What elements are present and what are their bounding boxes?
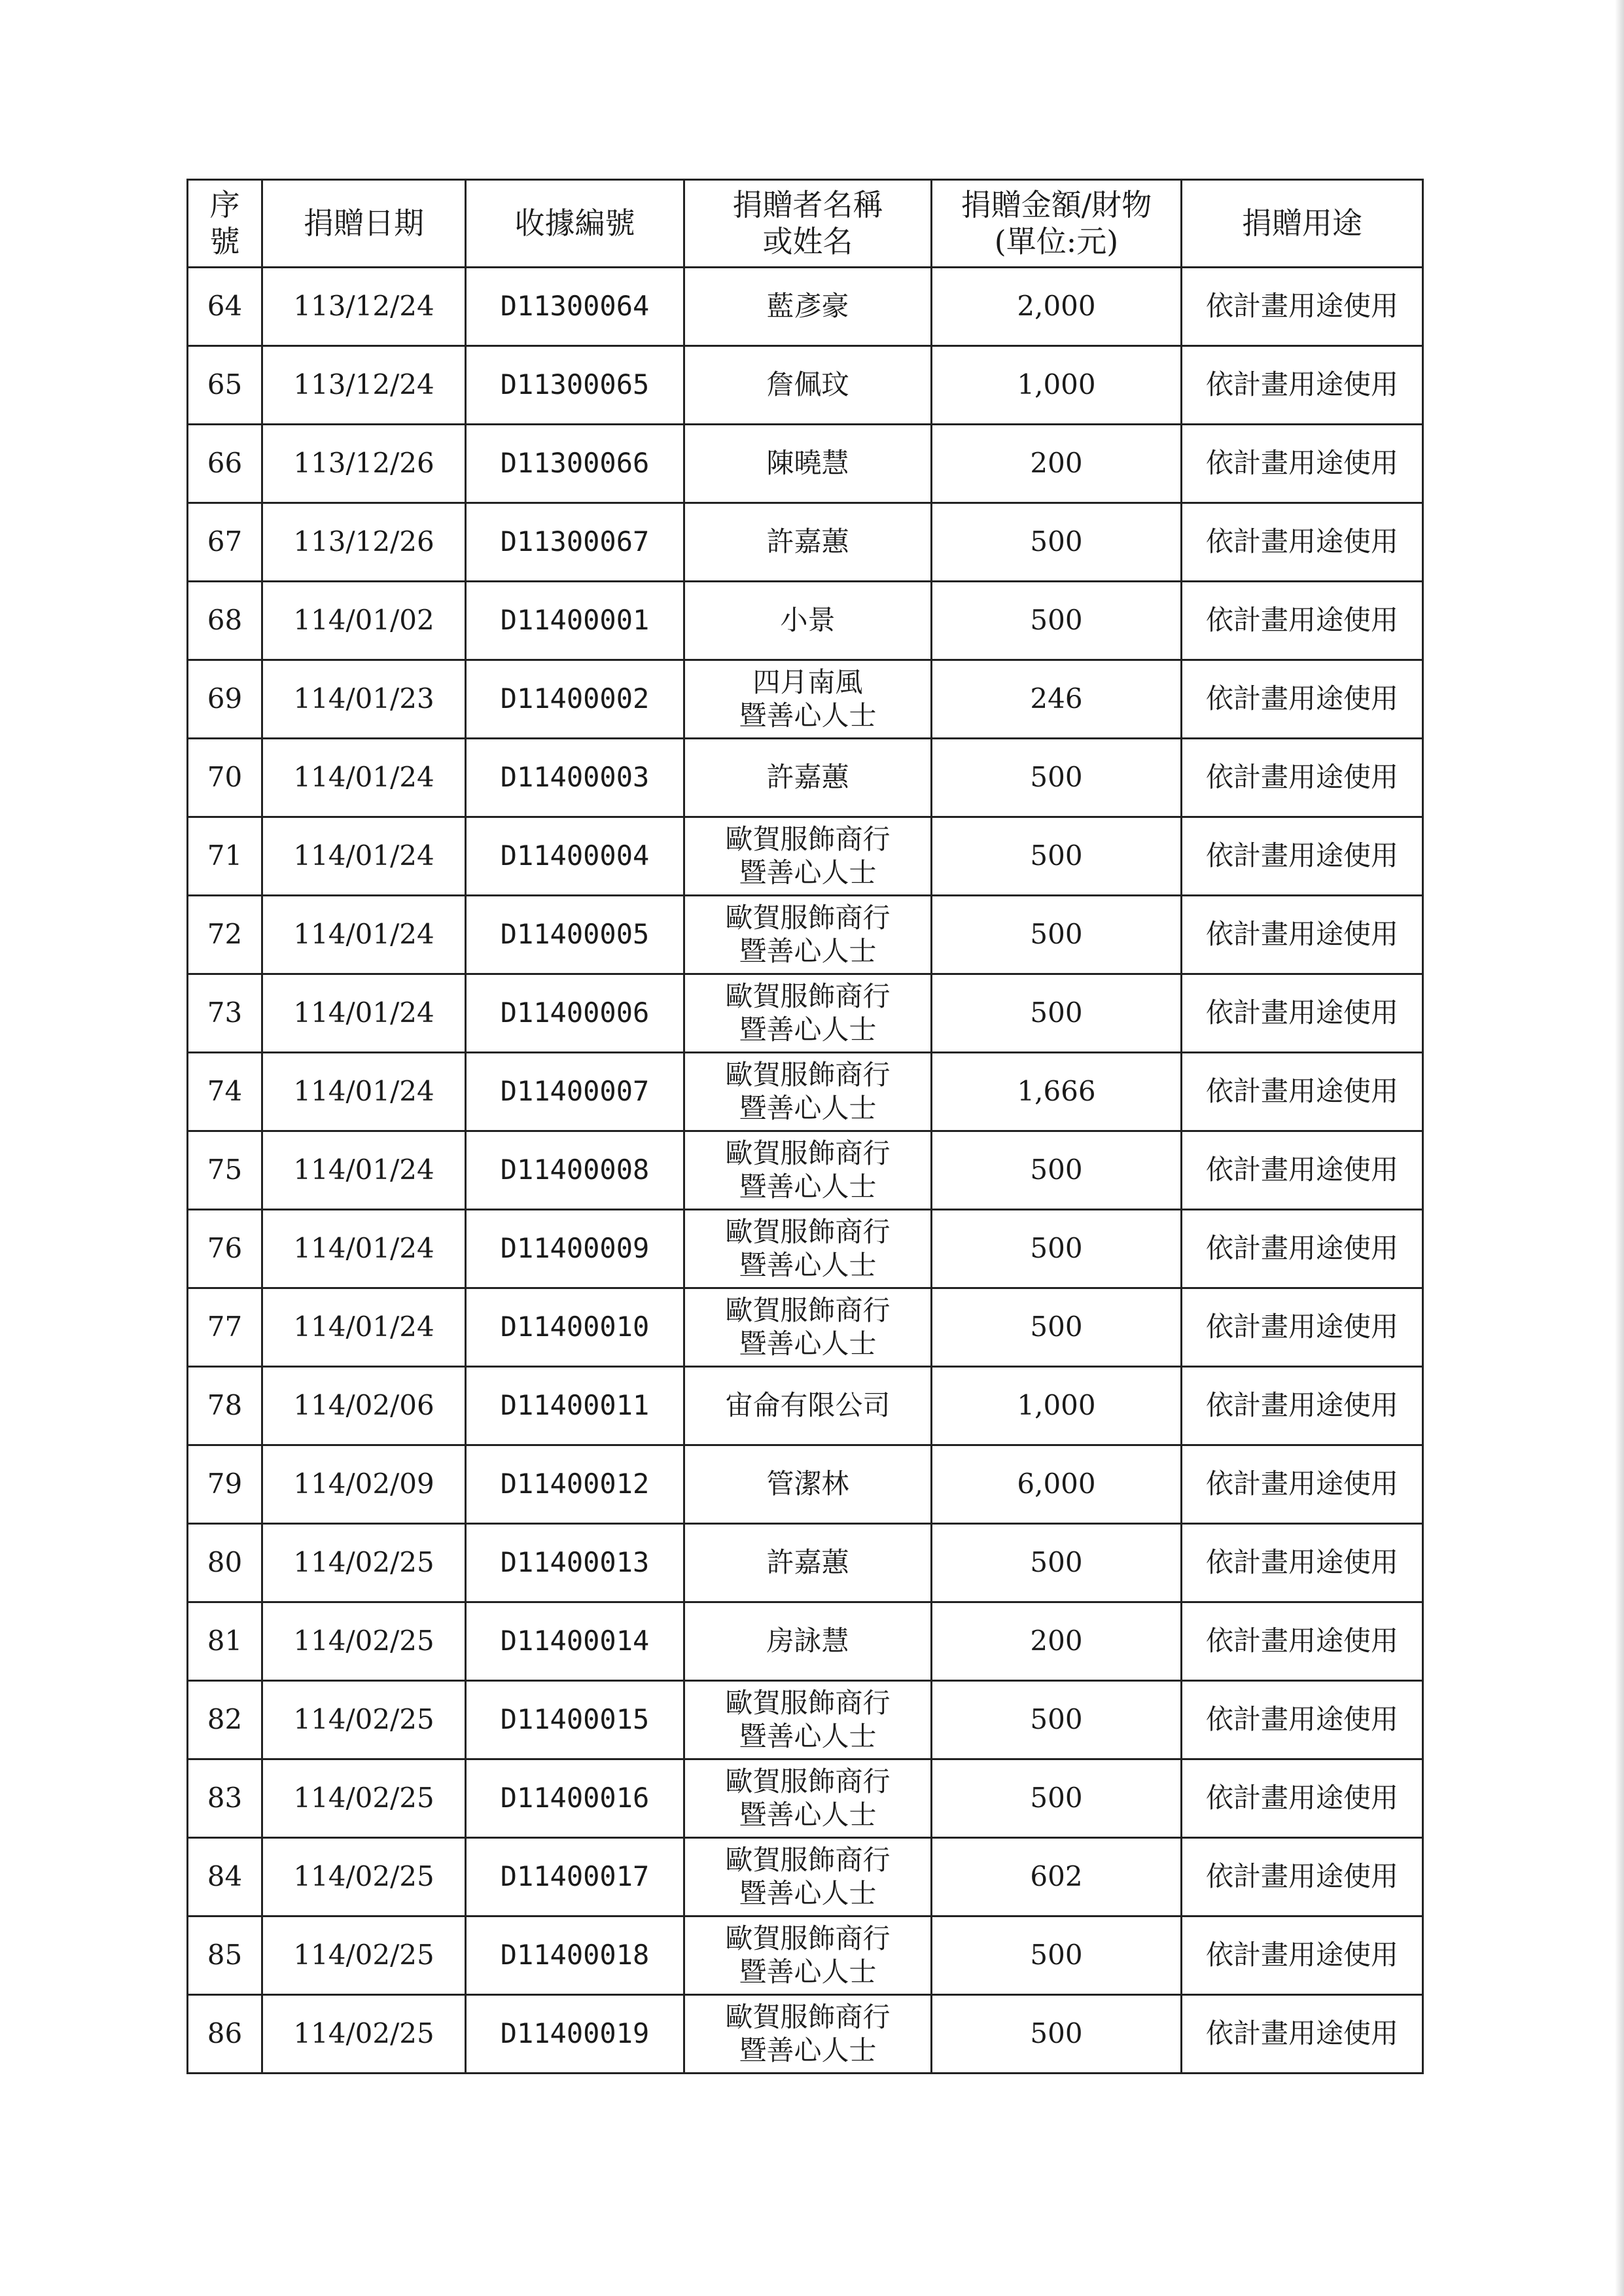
header-amount (932, 180, 1182, 268)
cell-receipt: D11400005 (466, 896, 684, 974)
cell-seq: 71 (188, 817, 262, 896)
cell-seq: 81 (188, 1602, 262, 1681)
donor-name-line: 陳曉慧 (766, 447, 849, 480)
donor-name-line: 詹佩玟 (766, 368, 849, 401)
cell-donor (684, 1602, 932, 1681)
table-row (188, 1288, 1423, 1367)
cell-amount: 500 (932, 739, 1182, 817)
cell-amount: 200 (932, 1602, 1182, 1681)
donor-name-line: 暨善心人士 (739, 1877, 877, 1909)
donor-name-line: 歐賀服飾商行 (725, 2001, 891, 2034)
cell-usage: 依計畫用途使用 (1182, 503, 1423, 582)
table-row (188, 1759, 1423, 1838)
table-row (188, 1602, 1423, 1681)
cell-usage: 依計畫用途使用 (1182, 1681, 1423, 1759)
donor-name-line: 暨善心人士 (739, 699, 877, 732)
cell-receipt: D11400009 (466, 1210, 684, 1288)
table-row (188, 1681, 1423, 1759)
cell-receipt: D11400011 (466, 1367, 684, 1445)
cell-seq: 77 (188, 1288, 262, 1367)
cell-receipt: D11400017 (466, 1838, 684, 1916)
cell-amount: 500 (932, 1916, 1182, 1995)
cell-usage: 依計畫用途使用 (1182, 974, 1423, 1053)
cell-usage: 依計畫用途使用 (1182, 1131, 1423, 1210)
cell-usage: 依計畫用途使用 (1182, 425, 1423, 503)
table-row (188, 582, 1423, 660)
cell-donor (684, 1681, 932, 1759)
cell-amount: 1,000 (932, 1367, 1182, 1445)
cell-date: 114/01/24 (262, 739, 466, 817)
cell-date: 114/02/25 (262, 1602, 466, 1681)
donor-name-line: 歐賀服飾商行 (725, 1765, 891, 1798)
cell-amount: 500 (932, 1210, 1182, 1288)
cell-receipt: D11300065 (466, 346, 684, 425)
table-row (188, 1524, 1423, 1602)
cell-donor (684, 974, 932, 1053)
donor-name-line: 許嘉蕙 (766, 1546, 849, 1579)
table-row (188, 1916, 1423, 1995)
donor-name-line: 歐賀服飾商行 (725, 823, 891, 856)
donor-name-line: 暨善心人士 (739, 1170, 877, 1203)
cell-usage: 依計畫用途使用 (1182, 1602, 1423, 1681)
cell-receipt: D11400008 (466, 1131, 684, 1210)
cell-amount: 500 (932, 1524, 1182, 1602)
table-row (188, 425, 1423, 503)
cell-seq: 83 (188, 1759, 262, 1838)
donor-name-line: 歐賀服飾商行 (725, 1137, 891, 1170)
cell-usage: 依計畫用途使用 (1182, 739, 1423, 817)
cell-seq: 70 (188, 739, 262, 817)
cell-donor (684, 1288, 932, 1367)
cell-date: 114/02/25 (262, 1524, 466, 1602)
donor-name-line: 歐賀服飾商行 (725, 1216, 891, 1248)
donation-table (186, 179, 1424, 2074)
cell-seq: 76 (188, 1210, 262, 1288)
cell-donor (684, 1759, 932, 1838)
cell-amount: 500 (932, 582, 1182, 660)
donor-name-line: 暨善心人士 (739, 1720, 877, 1752)
cell-donor (684, 1916, 932, 1995)
cell-usage: 依計畫用途使用 (1182, 1053, 1423, 1131)
cell-receipt: D11300064 (466, 268, 684, 346)
cell-date: 114/01/24 (262, 1131, 466, 1210)
cell-date: 113/12/24 (262, 346, 466, 425)
table-row (188, 503, 1423, 582)
cell-usage: 依計畫用途使用 (1182, 1759, 1423, 1838)
cell-donor (684, 896, 932, 974)
cell-receipt: D11400012 (466, 1445, 684, 1524)
donor-name-line: 房詠慧 (766, 1625, 849, 1657)
cell-seq: 64 (188, 268, 262, 346)
donor-name-line: 藍彥豪 (766, 290, 849, 323)
cell-receipt: D11300066 (466, 425, 684, 503)
table-row (188, 1210, 1423, 1288)
cell-seq: 67 (188, 503, 262, 582)
cell-date: 114/01/24 (262, 1288, 466, 1367)
donor-name-line: 四月南風 (752, 666, 863, 699)
cell-receipt: D11400018 (466, 1916, 684, 1995)
cell-donor (684, 503, 932, 582)
donor-name-line: 歐賀服飾商行 (725, 980, 891, 1013)
cell-date: 114/02/25 (262, 1916, 466, 1995)
cell-donor (684, 268, 932, 346)
cell-seq: 74 (188, 1053, 262, 1131)
cell-donor (684, 425, 932, 503)
cell-seq: 79 (188, 1445, 262, 1524)
table-body (188, 268, 1423, 2074)
cell-amount: 200 (932, 425, 1182, 503)
cell-usage: 依計畫用途使用 (1182, 1367, 1423, 1445)
cell-amount: 500 (932, 1995, 1182, 2074)
cell-amount: 500 (932, 1681, 1182, 1759)
cell-seq: 69 (188, 660, 262, 739)
cell-receipt: D11400014 (466, 1602, 684, 1681)
table-row (188, 660, 1423, 739)
table-row (188, 739, 1423, 817)
table-header (188, 180, 1423, 268)
cell-amount: 602 (932, 1838, 1182, 1916)
cell-date: 114/01/24 (262, 1210, 466, 1288)
cell-receipt: D11400003 (466, 739, 684, 817)
cell-donor (684, 1445, 932, 1524)
table-row (188, 1838, 1423, 1916)
donor-name-line: 暨善心人士 (739, 1798, 877, 1831)
table-row (188, 817, 1423, 896)
cell-amount: 500 (932, 503, 1182, 582)
header-donor-line-2: 或姓名 (762, 223, 853, 259)
cell-usage: 依計畫用途使用 (1182, 1210, 1423, 1288)
donor-name-line: 歐賀服飾商行 (725, 1059, 891, 1091)
cell-seq: 73 (188, 974, 262, 1053)
donor-name-line: 歐賀服飾商行 (725, 1294, 891, 1327)
donor-name-line: 宙侖有限公司 (725, 1389, 891, 1422)
cell-amount: 246 (932, 660, 1182, 739)
table-row (188, 974, 1423, 1053)
cell-date: 114/01/24 (262, 896, 466, 974)
cell-receipt: D11400016 (466, 1759, 684, 1838)
cell-amount: 6,000 (932, 1445, 1182, 1524)
cell-date: 114/02/25 (262, 1681, 466, 1759)
donor-name-line: 暨善心人士 (739, 1955, 877, 1988)
cell-donor (684, 660, 932, 739)
cell-usage: 依計畫用途使用 (1182, 1288, 1423, 1367)
donor-name-line: 暨善心人士 (739, 2034, 877, 2066)
cell-donor (684, 1524, 932, 1602)
donor-name-line: 歐賀服飾商行 (725, 902, 891, 934)
donor-name-line: 管潔林 (766, 1468, 849, 1500)
header-amount-line-2: (單位:元) (994, 223, 1119, 259)
cell-date: 114/02/09 (262, 1445, 466, 1524)
donor-name-line: 暨善心人士 (739, 856, 877, 889)
donor-name-line: 許嘉蕙 (766, 525, 849, 558)
cell-usage: 依計畫用途使用 (1182, 1916, 1423, 1995)
cell-seq: 80 (188, 1524, 262, 1602)
cell-amount: 500 (932, 1131, 1182, 1210)
cell-donor (684, 1367, 932, 1445)
donor-name-line: 歐賀服飾商行 (725, 1844, 891, 1877)
cell-receipt: D11300067 (466, 503, 684, 582)
table-row (188, 1131, 1423, 1210)
donor-name-line: 暨善心人士 (739, 1091, 877, 1124)
cell-amount: 500 (932, 896, 1182, 974)
scan-edge-shadow (1615, 0, 1624, 2296)
header-row (188, 180, 1423, 268)
cell-amount: 500 (932, 974, 1182, 1053)
cell-usage: 依計畫用途使用 (1182, 1995, 1423, 2074)
cell-date: 114/01/24 (262, 1053, 466, 1131)
donor-name-line: 暨善心人士 (739, 1248, 877, 1281)
cell-receipt: D11400013 (466, 1524, 684, 1602)
header-receipt: 收據編號 (466, 180, 684, 268)
header-amount-line-1: 捐贈金額/財物 (961, 187, 1152, 223)
cell-amount: 1,000 (932, 346, 1182, 425)
cell-date: 114/01/23 (262, 660, 466, 739)
cell-receipt: D11400015 (466, 1681, 684, 1759)
cell-amount: 500 (932, 1288, 1182, 1367)
cell-receipt: D11400010 (466, 1288, 684, 1367)
header-seq-line-2: 號 (209, 223, 240, 259)
cell-date: 114/01/24 (262, 974, 466, 1053)
cell-usage: 依計畫用途使用 (1182, 660, 1423, 739)
table-row (188, 1995, 1423, 2074)
cell-donor (684, 1838, 932, 1916)
cell-receipt: D11400002 (466, 660, 684, 739)
donor-name-line: 暨善心人士 (739, 934, 877, 967)
cell-date: 114/02/25 (262, 1838, 466, 1916)
header-donor (684, 180, 932, 268)
cell-date: 114/01/02 (262, 582, 466, 660)
cell-usage: 依計畫用途使用 (1182, 268, 1423, 346)
cell-date: 114/02/25 (262, 1759, 466, 1838)
donor-name-line: 小景 (780, 604, 836, 637)
table-row (188, 268, 1423, 346)
cell-receipt: D11400006 (466, 974, 684, 1053)
table-row (188, 1053, 1423, 1131)
cell-donor (684, 1131, 932, 1210)
cell-receipt: D11400007 (466, 1053, 684, 1131)
cell-seq: 72 (188, 896, 262, 974)
donor-name-line: 許嘉蕙 (766, 761, 849, 794)
cell-receipt: D11400004 (466, 817, 684, 896)
cell-seq: 84 (188, 1838, 262, 1916)
cell-seq: 66 (188, 425, 262, 503)
cell-seq: 82 (188, 1681, 262, 1759)
cell-date: 114/02/06 (262, 1367, 466, 1445)
cell-donor (684, 346, 932, 425)
table-row (188, 1445, 1423, 1524)
donor-name-line: 歐賀服飾商行 (725, 1687, 891, 1720)
cell-date: 114/01/24 (262, 817, 466, 896)
cell-usage: 依計畫用途使用 (1182, 346, 1423, 425)
cell-donor (684, 817, 932, 896)
cell-seq: 75 (188, 1131, 262, 1210)
cell-usage: 依計畫用途使用 (1182, 1838, 1423, 1916)
cell-date: 114/02/25 (262, 1995, 466, 2074)
cell-usage: 依計畫用途使用 (1182, 1524, 1423, 1602)
cell-seq: 78 (188, 1367, 262, 1445)
cell-amount: 500 (932, 817, 1182, 896)
donor-name-line: 暨善心人士 (739, 1013, 877, 1046)
cell-amount: 2,000 (932, 268, 1182, 346)
cell-donor (684, 1053, 932, 1131)
cell-donor (684, 1995, 932, 2074)
cell-amount: 500 (932, 1759, 1182, 1838)
cell-usage: 依計畫用途使用 (1182, 1445, 1423, 1524)
cell-date: 113/12/26 (262, 503, 466, 582)
cell-usage: 依計畫用途使用 (1182, 817, 1423, 896)
donor-name-line: 暨善心人士 (739, 1327, 877, 1360)
cell-amount: 1,666 (932, 1053, 1182, 1131)
donor-name-line: 歐賀服飾商行 (725, 1922, 891, 1955)
cell-usage: 依計畫用途使用 (1182, 896, 1423, 974)
header-donor-line-1: 捐贈者名稱 (732, 187, 883, 223)
table-row (188, 1367, 1423, 1445)
header-usage: 捐贈用途 (1182, 180, 1423, 268)
cell-seq: 68 (188, 582, 262, 660)
header-seq-line-1: 序 (209, 187, 240, 223)
cell-usage: 依計畫用途使用 (1182, 582, 1423, 660)
table-row (188, 346, 1423, 425)
cell-seq: 65 (188, 346, 262, 425)
cell-date: 113/12/26 (262, 425, 466, 503)
cell-date: 113/12/24 (262, 268, 466, 346)
table-row (188, 896, 1423, 974)
cell-seq: 85 (188, 1916, 262, 1995)
cell-donor (684, 1210, 932, 1288)
cell-seq: 86 (188, 1995, 262, 2074)
cell-donor (684, 739, 932, 817)
header-seq (188, 180, 262, 268)
cell-donor (684, 582, 932, 660)
cell-receipt: D11400001 (466, 582, 684, 660)
cell-receipt: D11400019 (466, 1995, 684, 2074)
header-date: 捐贈日期 (262, 180, 466, 268)
